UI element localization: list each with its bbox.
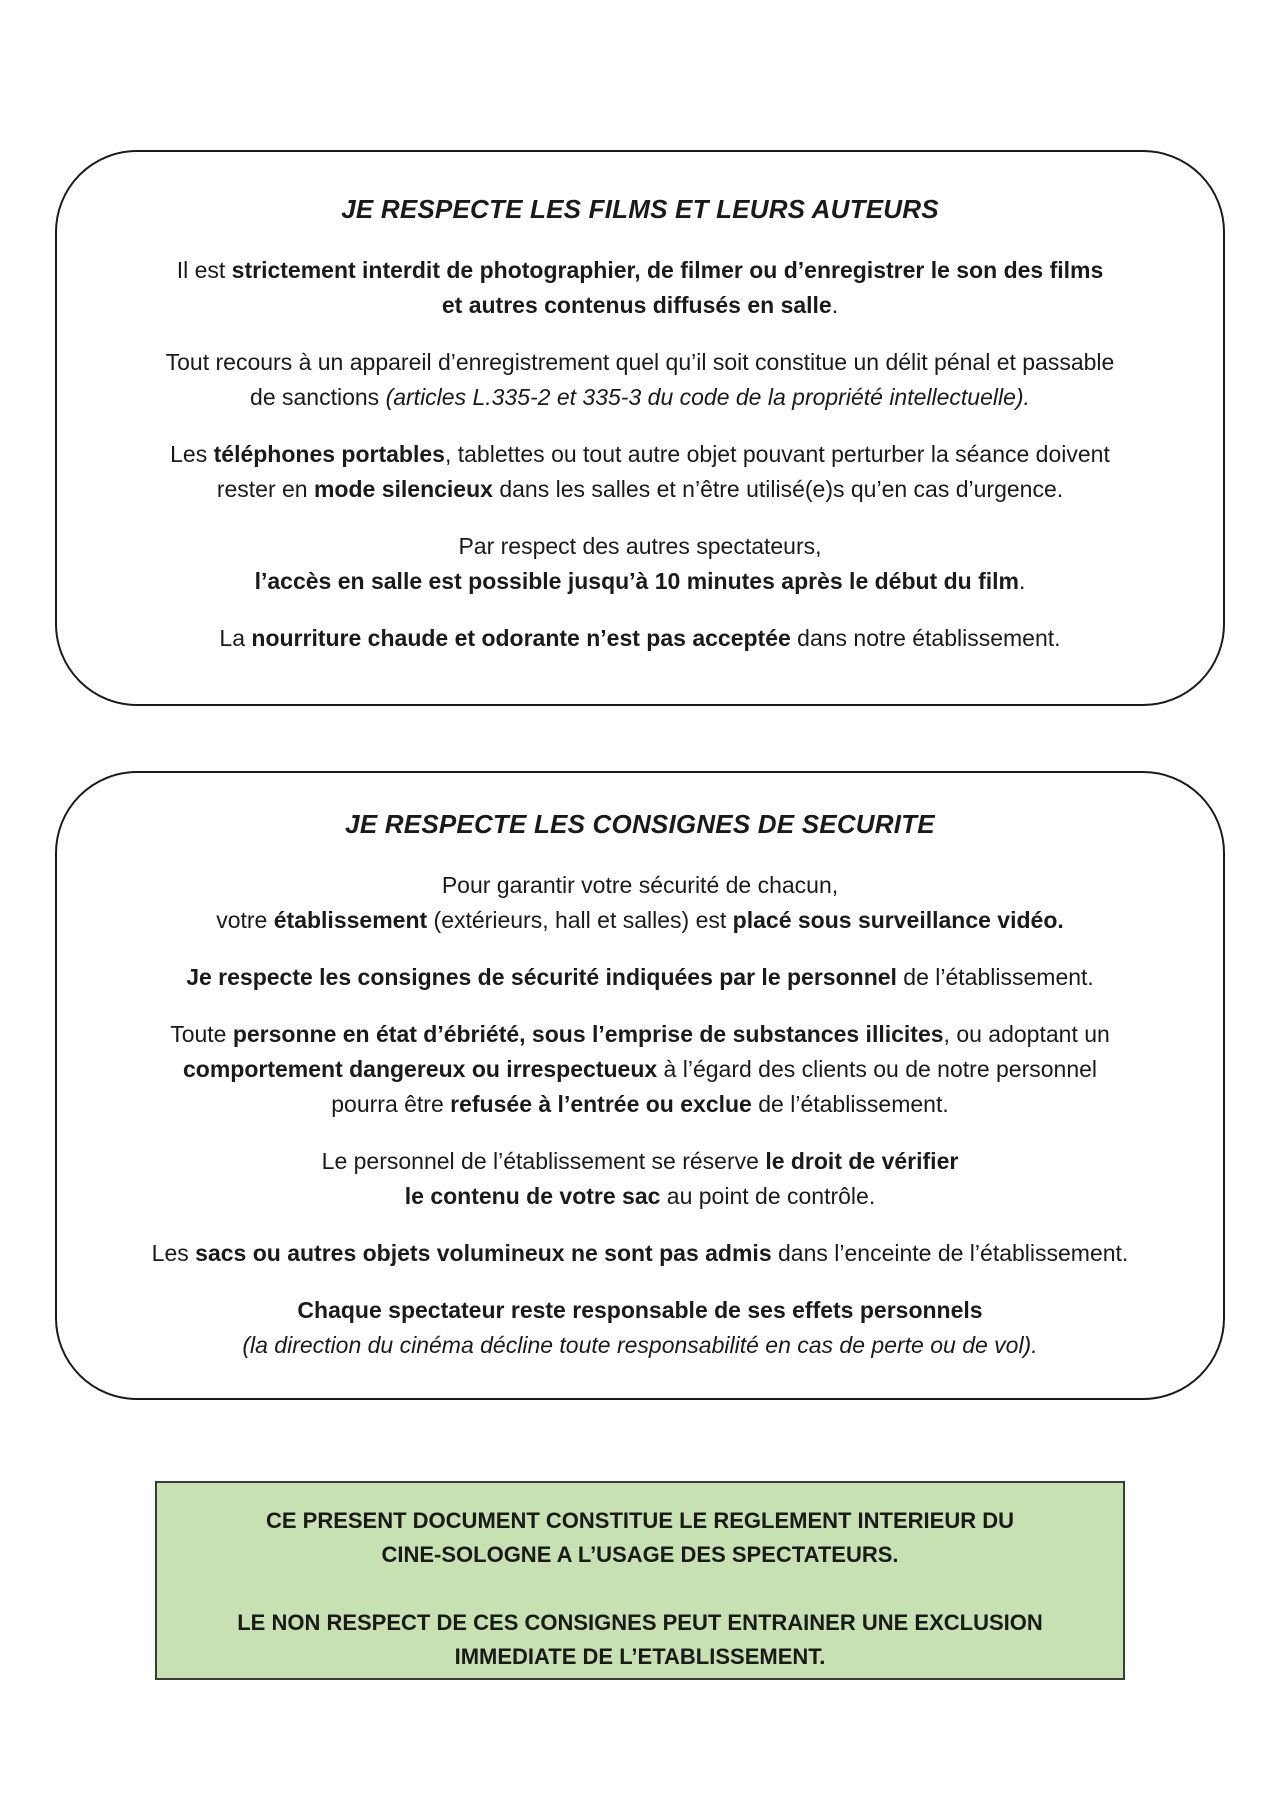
films-rules-box <box>55 150 1225 706</box>
bag-check-paragraph: Le personnel de l’établissement se réserve le droit de vérifier le contenu de votre sac au point de contrôle. <box>321 1148 959 1209</box>
food-paragraph: La nourriture chaude et odorante n’est pas acceptée dans notre établissement. <box>219 625 1061 651</box>
security-rules-box <box>55 771 1225 1400</box>
films-rules-title: JE RESPECTE LES FILMS ET LEURS AUTEURS <box>341 194 939 224</box>
bulky-items-paragraph: Les sacs ou autres objets volumineux ne sont pas admis dans l’enceinte de l’établissement. <box>151 1240 1129 1266</box>
late-access-paragraph: Par respect des autres spectateurs, l’accès en salle est possible jusqu’à 10 minutes après le début du film. <box>254 533 1026 594</box>
behaviour-paragraph: Toute personne en état d’ébriété, sous l’emprise de substances illicites, ou adoptant un comportement dangereux ou irrespectueux à l’égard des clients ou de notre personnel pourra être refusée à l’entrée ou exclue de l’établissement. <box>170 1021 1110 1117</box>
phones-paragraph: Les téléphones portables, tablettes ou tout autre objet pouvant perturber la séance doivent rester en mode silencieux dans les salles et n’être utilisé(e)s qu’en cas d’urgence. <box>170 441 1110 502</box>
security-rules-title: JE RESPECTE LES CONSIGNES DE SECURITE <box>345 809 935 839</box>
legal-sanctions-paragraph: Tout recours à un appareil d’enregistrement quel qu’il soit constitue un délit pénal et passable de sanctions (articles L.335-2 et 335-3 du code de la propriété intellectuelle). <box>165 349 1115 410</box>
personal-belongings-paragraph: Chaque spectateur reste responsable de ses effets personnels (la direction du cinéma décline toute responsabilité en cas de perte ou de vol). <box>242 1297 1038 1358</box>
video-surveillance-paragraph: Pour garantir votre sécurité de chacun, votre établissement (extérieurs, hall et salles) est placé sous surveillance vidéo. <box>216 872 1064 933</box>
notice-regulation-text: CE PRESENT DOCUMENT CONSTITUE LE REGLEMENT INTERIEUR DU CINE-SOLOGNE A L’USAGE DES SPECTATEURS. <box>265 1508 1015 1567</box>
notice-exclusion-text: LE NON RESPECT DE CES CONSIGNES PEUT ENTRAINER UNE EXCLUSION IMMEDIATE DE L’ETABLISSEMENT. <box>237 1610 1043 1669</box>
recording-ban-paragraph: Il est strictement interdit de photographier, de filmer ou d’enregistrer le son des films et autres contenus diffusés en salle. <box>176 257 1104 318</box>
regulation-notice-box <box>155 1481 1125 1680</box>
staff-instructions-paragraph: Je respecte les consignes de sécurité indiquées par le personnel de l’établissement. <box>186 964 1094 990</box>
